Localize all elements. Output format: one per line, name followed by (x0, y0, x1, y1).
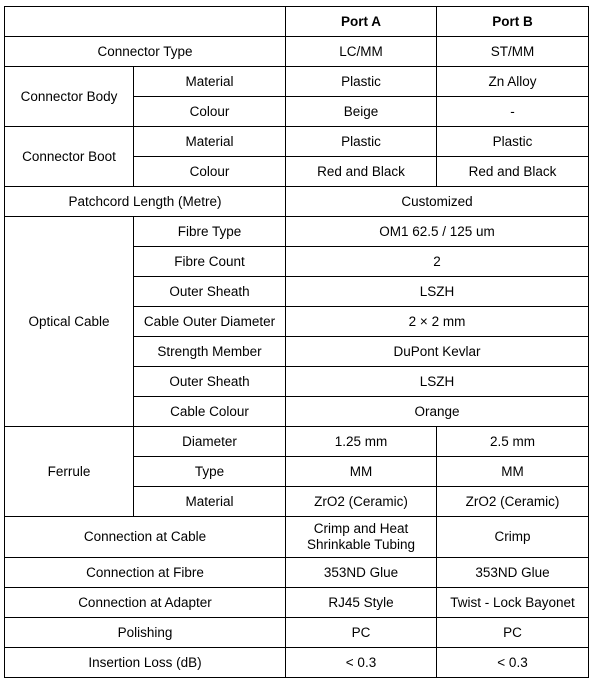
ferrule-material-port-a: ZrO2 (Ceramic) (286, 487, 437, 517)
polishing-label: Polishing (5, 618, 286, 648)
connector-boot-material-port-a: Plastic (286, 127, 437, 157)
outer-sheath-value: LSZH (286, 367, 589, 397)
ferrule-diameter-port-b: 2.5 mm (437, 427, 589, 457)
table-row (5, 427, 589, 457)
connection-at-adapter-label: Connection at Adapter (5, 588, 286, 618)
connector-body-colour-port-a: Beige (286, 97, 437, 127)
patchcord-length-label: Patchcord Length (Metre) (5, 187, 286, 217)
polishing-port-b: PC (437, 618, 589, 648)
table-row (5, 67, 589, 97)
table-row (5, 588, 589, 618)
table-row (5, 648, 589, 678)
connector-type-port-a: LC/MM (286, 37, 437, 67)
connection-at-cable-label: Connection at Cable (5, 517, 286, 558)
connection-at-fibre-port-a: 353ND Glue (286, 558, 437, 588)
connection-at-fibre-label: Connection at Fibre (5, 558, 286, 588)
header-blank-cell (5, 7, 286, 37)
insertion-loss-label: Insertion Loss (dB) (5, 648, 286, 678)
connector-boot-label: Connector Boot (5, 127, 134, 187)
table-row (5, 618, 589, 648)
cable-colour-label: Cable Colour (134, 397, 286, 427)
table-row (5, 37, 589, 67)
ferrule-type-port-b: MM (437, 457, 589, 487)
port-a-header: Port A (286, 7, 437, 37)
outer-sheath-label: Outer Sheath (134, 367, 286, 397)
cable-outer-diameter-value: 2 × 2 mm (286, 307, 589, 337)
strength-member-value: DuPont Kevlar (286, 337, 589, 367)
spec-table (4, 6, 589, 678)
ferrule-diameter-label: Diameter (134, 427, 286, 457)
connection-at-adapter-port-a: RJ45 Style (286, 588, 437, 618)
patchcord-length-value: Customized (286, 187, 589, 217)
connector-body-colour-port-b: - (437, 97, 589, 127)
connection-at-cable-port-a-line2: Shrinkable Tubing (306, 537, 416, 552)
strength-member-label: Strength Member (134, 337, 286, 367)
insertion-loss-port-a: < 0.3 (286, 648, 437, 678)
connector-boot-colour-label: Colour (134, 157, 286, 187)
connector-type-port-b: ST/MM (437, 37, 589, 67)
fibre-count-value: 2 (286, 247, 589, 277)
table-row (5, 217, 589, 247)
port-b-header: Port B (437, 7, 589, 37)
connection-at-cable-port-a (286, 517, 437, 558)
optical-cable-label: Optical Cable (5, 217, 134, 427)
connector-type-label: Connector Type (5, 37, 286, 67)
connector-body-label: Connector Body (5, 67, 134, 127)
ferrule-material-port-b: ZrO2 (Ceramic) (437, 487, 589, 517)
connector-boot-material-port-b: Plastic (437, 127, 589, 157)
outer-sheath-value: LSZH (286, 277, 589, 307)
outer-sheath-label: Outer Sheath (134, 277, 286, 307)
header-row (5, 7, 589, 37)
connector-body-material-port-a: Plastic (286, 67, 437, 97)
insertion-loss-port-b: < 0.3 (437, 648, 589, 678)
cable-outer-diameter-label: Cable Outer Diameter (134, 307, 286, 337)
ferrule-diameter-port-a: 1.25 mm (286, 427, 437, 457)
ferrule-type-label: Type (134, 457, 286, 487)
fibre-type-label: Fibre Type (134, 217, 286, 247)
connector-body-colour-label: Colour (134, 97, 286, 127)
connector-boot-material-label: Material (134, 127, 286, 157)
connector-boot-colour-port-a: Red and Black (286, 157, 437, 187)
fibre-type-value: OM1 62.5 / 125 um (286, 217, 589, 247)
table-row (5, 517, 589, 558)
connector-body-material-label: Material (134, 67, 286, 97)
fibre-count-label: Fibre Count (134, 247, 286, 277)
cable-colour-value: Orange (286, 397, 589, 427)
connection-at-cable-port-a-line1: Crimp and Heat (313, 521, 409, 536)
connection-at-fibre-port-b: 353ND Glue (437, 558, 589, 588)
table-row (5, 187, 589, 217)
ferrule-type-port-a: MM (286, 457, 437, 487)
polishing-port-a: PC (286, 618, 437, 648)
table-row (5, 558, 589, 588)
connector-boot-colour-port-b: Red and Black (437, 157, 589, 187)
connection-at-adapter-port-b: Twist - Lock Bayonet (437, 588, 589, 618)
ferrule-label: Ferrule (5, 427, 134, 517)
connector-body-material-port-b: Zn Alloy (437, 67, 589, 97)
connection-at-cable-port-b: Crimp (437, 517, 589, 558)
ferrule-material-label: Material (134, 487, 286, 517)
table-row (5, 127, 589, 157)
